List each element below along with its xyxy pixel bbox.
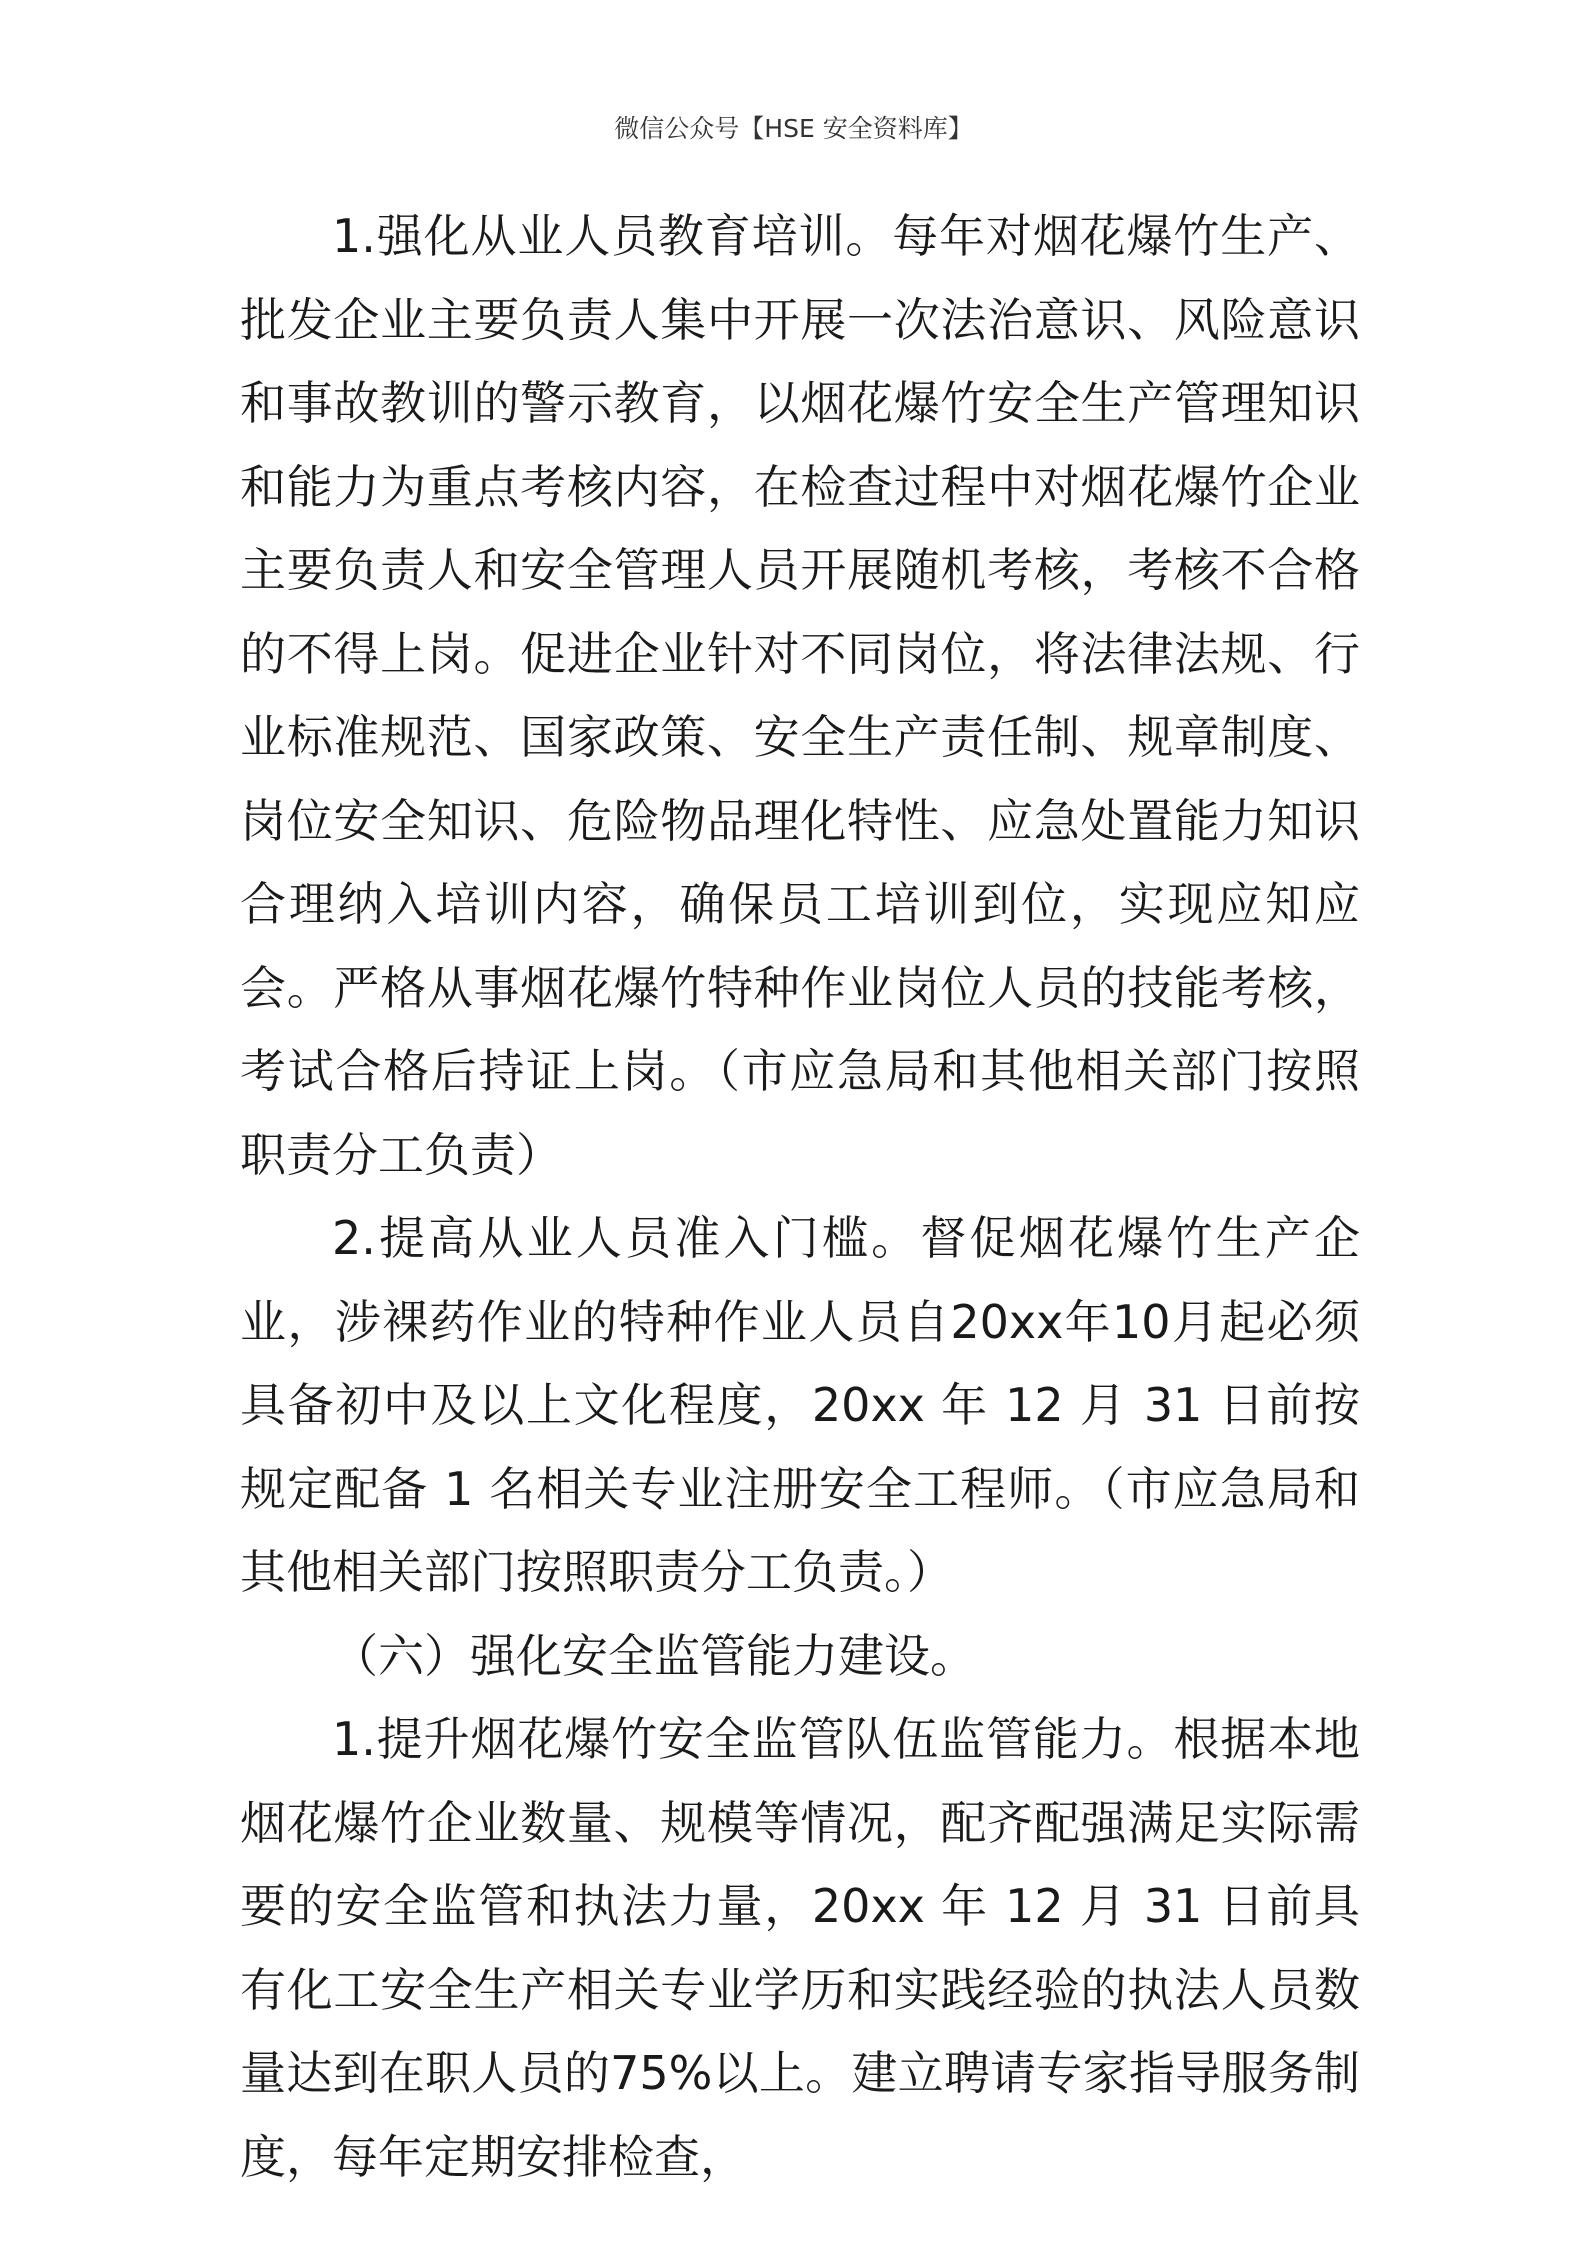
section-heading-supervision: （六）强化安全监管能力建设。 [332, 1628, 976, 1683]
paragraph-supervision-capacity: 1.提升烟花爆竹安全监管队伍监管能力。根据本地烟花爆竹企业数量、规模等情况，配齐配强满足实际需要的安全监管和执法力量，20xx 年 12 月 31 日前具有化工安全生产相关专业学历和实践经验的执法人员数量达到在职人员的75%以上。建立聘请专家指导服务制度，每年定期安排检查， [240, 1712, 1360, 2184]
paragraph-entry-threshold: 2.提高从业人员准入门槛。督促烟花爆竹生产企业，涉裸药作业的特种作业人员自20xx年10月起必须具备初中及以上文化程度，20xx 年 12 月 31 日前按规定配备 1 名相关专业注册安全工程师。（市应急局和其他相关部门按照职责分工负责。） [240, 1211, 1360, 1599]
paragraph-training: 1.强化从业人员教育培训。每年对烟花爆竹生产、批发企业主要负责人集中开展一次法治意识、风险意识和事故教训的警示教育，以烟花爆竹安全生产管理知识和能力为重点考核内容，在检查过程中对烟花爆竹企业主要负责人和安全管理人员开展随机考核，考核不合格的不得上岗。促进企业针对不同岗位，将法律法规、行业标准规范、国家政策、安全生产责任制、规章制度、岗位安全知识、危险物品理化特性、应急处置能力知识合理纳入培训内容，确保员工培训到位，实现应知应会。严格从事烟花爆竹特种作业岗位人员的技能考核，考试合格后持证上岗。（市应急局和其他相关部门按照职责分工负责） [240, 209, 1360, 1182]
document-body [240, 195, 1360, 2199]
page-header: 微信公众号【HSE 安全资料库】 [614, 114, 973, 143]
